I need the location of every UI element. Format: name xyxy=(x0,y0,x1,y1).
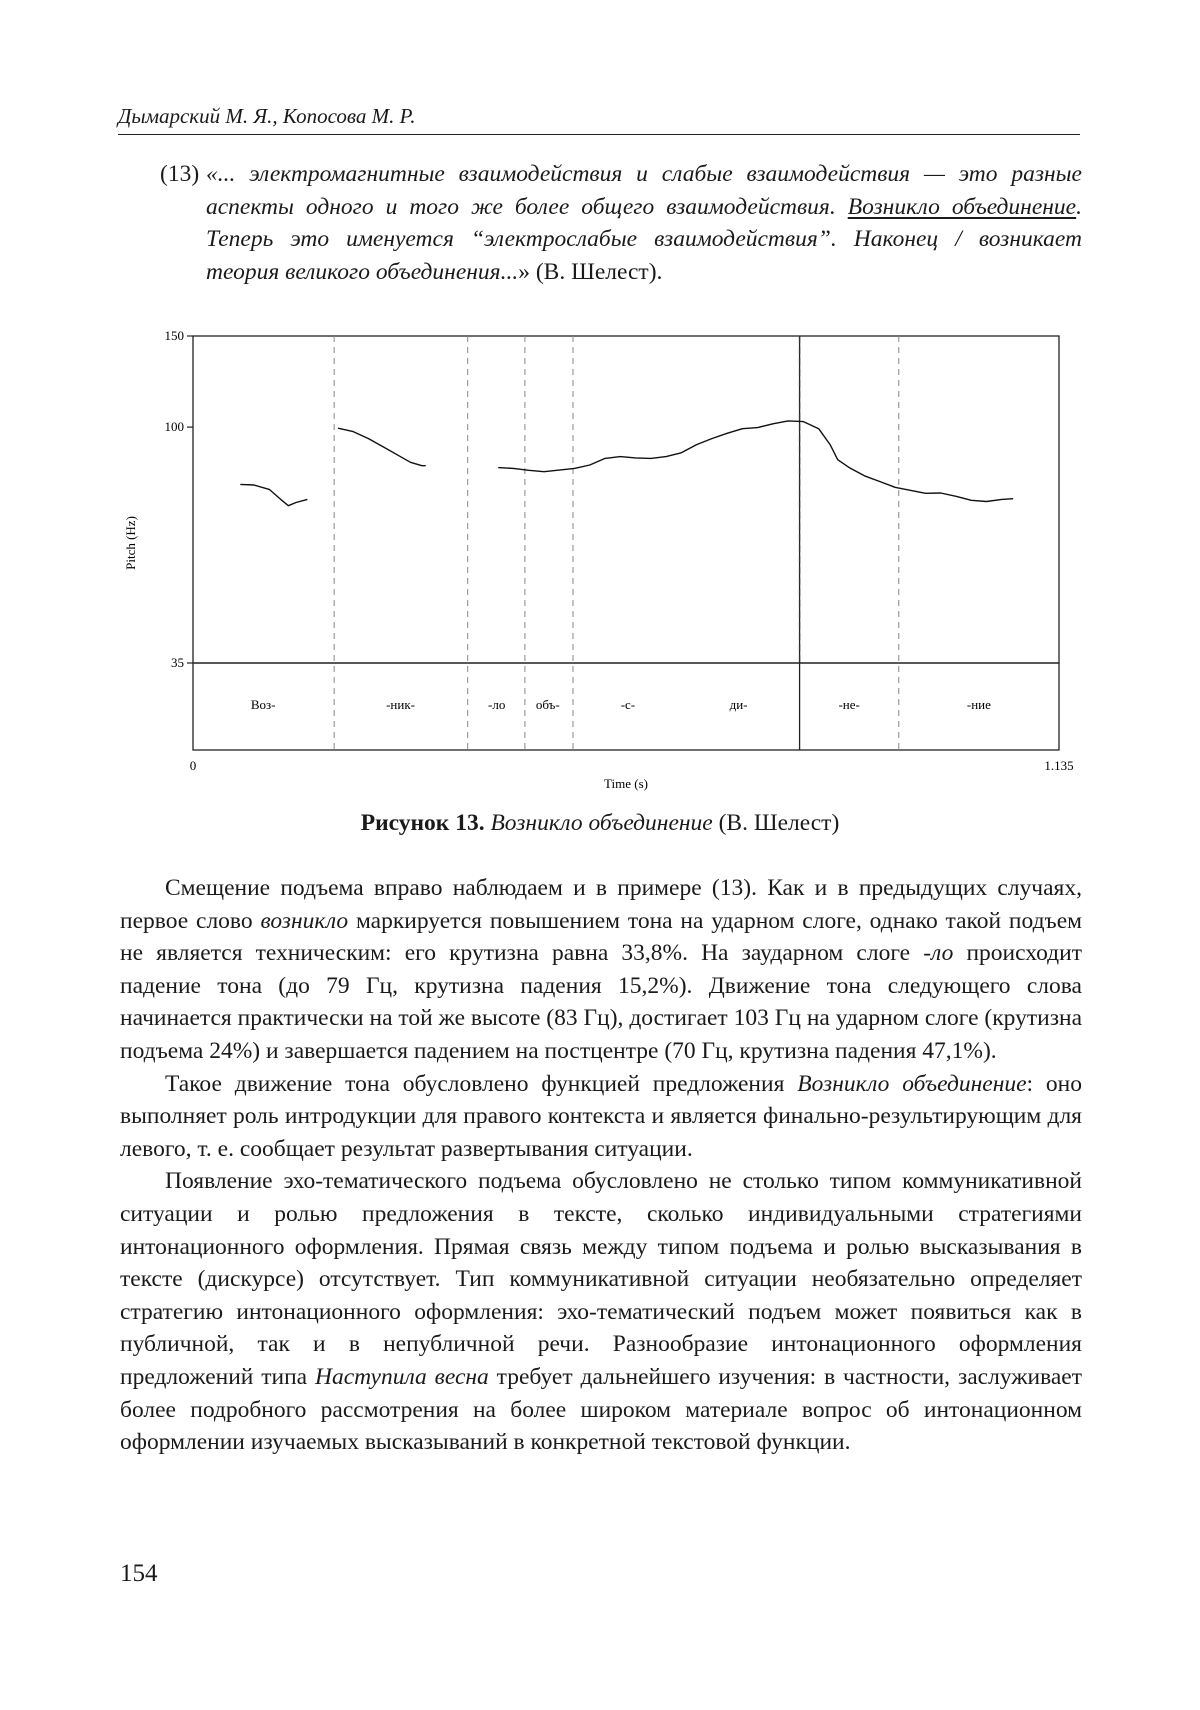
example-quote-2: . Теперь это именуется “электрослабые взаимодействия”. Наконец / возникает теория великого объединения... xyxy=(206,193,1082,285)
p3-text-a: Появление эхо-тематического подъема обусловлено не столько типом коммуникативной ситуации и ролью предложения в тексте, сколько индивидуальными стратегиями интонационного оформления. Прямая связь между типом подъема и ролью высказывания в тексте (дискурсе) отсутствует. Тип коммуникативной ситуации необязательно определяет стратегию интонационного оформления: эхо-тематический подъем может появиться как в публичной, так и в непубличной речи. Разнообразие интонационного оформления предложений типа xyxy=(120,1168,1082,1390)
pitch-panel-frame xyxy=(193,336,1059,663)
syllable-labels xyxy=(251,697,991,712)
pitch-contour-1 xyxy=(240,484,307,505)
p2-text-a: Такое движение тона обусловлено функцией предложения xyxy=(165,1070,798,1097)
p2-text-c: : оно выполняет роль интродукции для правого контекста и является финально-результирующим для левого, т. е. сообщает результат развертывания ситуации. xyxy=(120,1070,1082,1162)
y-tick-label-1: 100 xyxy=(164,419,184,435)
p1-italic-syllable: -ло xyxy=(923,940,954,967)
caption-label: Рисунок 13. xyxy=(360,810,485,836)
example-source: » (В. Шелест). xyxy=(518,258,663,285)
p3-italic-phrase: Наступила весна xyxy=(315,1363,489,1390)
pitch-figure xyxy=(0,0,1200,800)
x-tick-end: 1.135 xyxy=(1044,758,1074,773)
body-text xyxy=(120,872,1082,1459)
paragraph-2 xyxy=(120,1068,1082,1166)
pitch-contours xyxy=(240,421,1013,506)
figure-caption xyxy=(0,810,1200,837)
caption-title: Возникло объединение xyxy=(490,810,713,836)
example-number: (13) xyxy=(160,161,200,187)
syllable-label-5: -с- xyxy=(620,697,636,712)
pitch-contour-2 xyxy=(338,428,426,466)
paragraph-1 xyxy=(120,872,1082,1068)
p1-text-e: происходит падение тона (до 79 Гц, крутизна падения 15,2%). Движение тона следующего слова начинается практически на той же высоте (83 Гц), достигает 103 Гц на ударном слоге (крутизна подъема 24%) и завершается падением на постцентре (70 Гц, крутизна падения 47,1%). xyxy=(120,940,1082,1064)
example-quote-1: «... электромагнитные взаимодействия и слабые взаимодействия — это разные аспекты одного и того же более общего взаимодействия. xyxy=(206,161,1082,220)
pitch-contour-3 xyxy=(498,421,1013,502)
x-axis-label: Time (s) xyxy=(604,776,648,791)
p2-italic-phrase: Возникло объединение xyxy=(797,1070,1027,1097)
syllable-label-2: -ник- xyxy=(386,697,415,712)
syllable-label-1: Воз- xyxy=(250,697,276,712)
p1-text-c: маркируется повышением тона на ударном слоге, однако такой подъем не является техническим: его крутизна равна 33,8%. На заударном слоге xyxy=(120,907,1082,967)
syllable-boundaries xyxy=(334,336,899,750)
y-tick-label-0: 150 xyxy=(164,328,184,343)
syllable-label-4: объ- xyxy=(535,697,560,712)
syllable-label-7: -не- xyxy=(838,697,860,712)
paragraph-3 xyxy=(120,1165,1082,1458)
page-number: 154 xyxy=(120,1560,158,1587)
syllable-label-6: ди- xyxy=(729,697,748,712)
x-tick-start: 0 xyxy=(189,758,197,773)
syllable-label-3: -ло xyxy=(488,697,506,712)
example-quote-underlined: Возникло объединение xyxy=(847,193,1077,220)
y-tick-label-2: 35 xyxy=(171,655,184,670)
plot-frame xyxy=(193,336,1059,750)
p1-text-a: Смещение подъема вправо наблюдаем и в примере (13). Как и в предыдущих случаях, первое слово xyxy=(120,875,1082,934)
p3-text-c: требует дальнейшего изучения: в частности, заслуживает более подробного рассмотрения на более широком материале вопрос об интонационном оформлении изучаемых высказываний в конкретной текстовой функции. xyxy=(120,1363,1082,1456)
syllable-label-8: -ние xyxy=(966,697,991,712)
y-axis-label: Pitch (Hz) xyxy=(123,516,138,570)
caption-source: (В. Шелест) xyxy=(718,810,840,836)
p1-italic-word: возникло xyxy=(260,907,349,934)
y-axis-ticks xyxy=(165,328,194,670)
running-header: Дымарский М. Я., Копосова М. Р. xyxy=(118,104,416,128)
